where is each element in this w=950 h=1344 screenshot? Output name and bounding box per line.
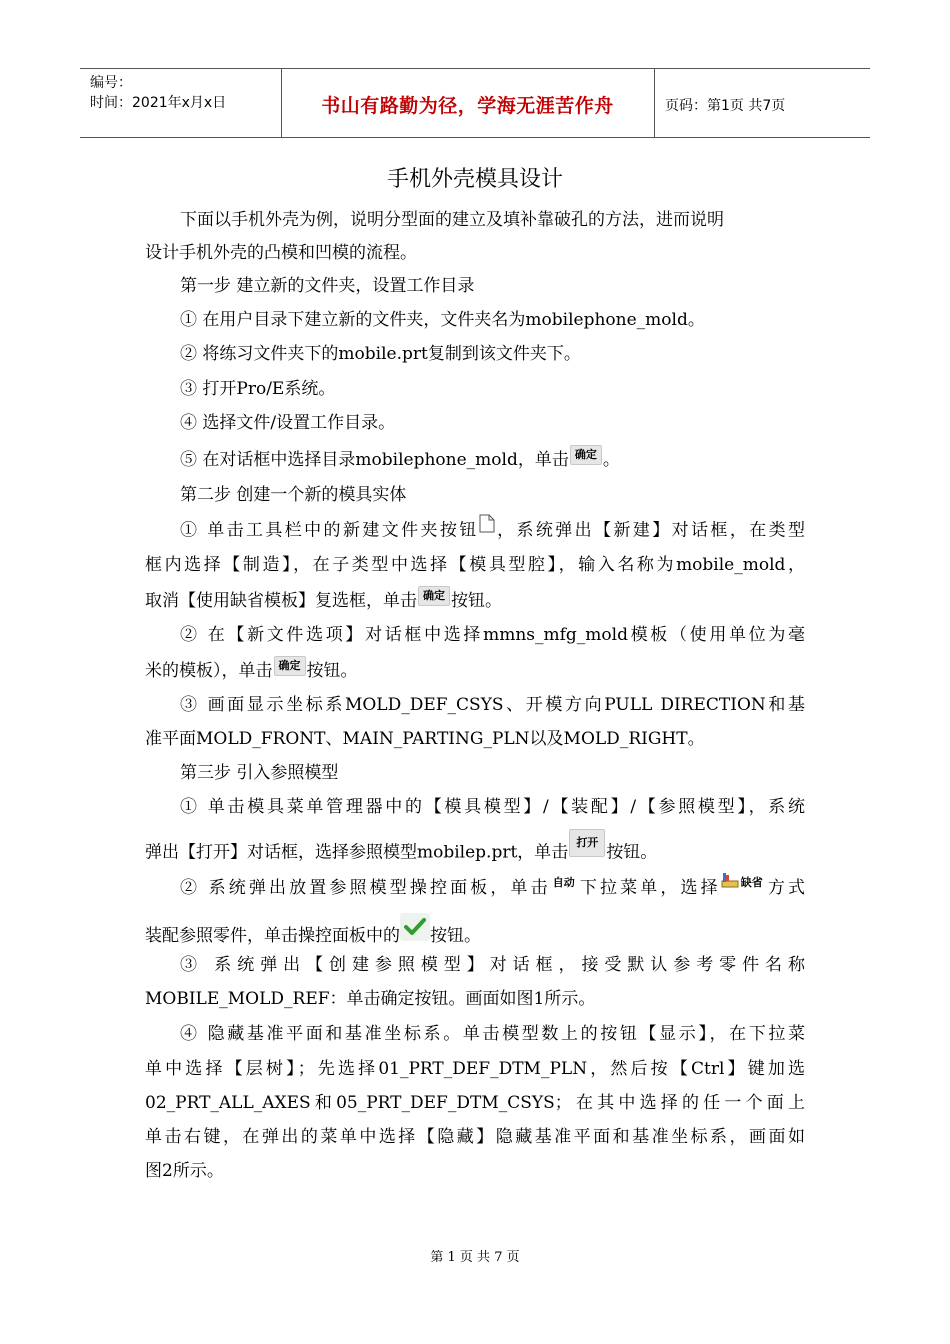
step-heading: 第一步 建立新的文件夹，设置工作目录: [180, 276, 475, 296]
paragraph-line: [145, 919, 481, 954]
paragraph-line: ④ 选择文件/设置工作目录。: [180, 413, 396, 433]
header-divider: [654, 69, 655, 137]
paragraph-line: ④ 隐藏基准平面和基准坐标系。单击模型数上的按钮【显示】，在下拉菜: [180, 1024, 805, 1044]
text-span: 按钮。: [451, 591, 502, 611]
text-span: 下拉菜单，选择: [576, 878, 721, 898]
paragraph-line: MOBILE_MOLD_REF：单击确定按钮。画面如图1所示。: [145, 989, 596, 1009]
text-span: 装配参照零件，单击操控面板中的: [145, 926, 400, 946]
paragraph-line: [180, 518, 805, 544]
text-span: ⑤ 在对话框中选择目录mobilephone_mold，单击: [180, 450, 569, 470]
header-table: [80, 68, 870, 138]
text-span: 按钮。: [606, 842, 658, 863]
ok-button-image: 确定: [570, 445, 602, 465]
paragraph-line: ③ 画面显示坐标系MOLD_DEF_CSYS、开模方向PULL DIRECTION和基: [180, 695, 805, 715]
paragraph-line: 单中选择【层树】；先选择01_PRT_DEF_DTM_PLN，然后按【Ctrl】键加选: [145, 1059, 805, 1079]
ok-button-image: 确定: [274, 656, 306, 676]
paragraph-line: ② 将练习文件夹下的mobile.prt复制到该文件夹下。: [180, 344, 581, 364]
step-heading: 第三步 引入参照模型: [180, 763, 339, 783]
header-motto: 书山有路勤为径，学海无涯苦作舟: [321, 95, 614, 117]
paragraph-line: ① 在用户目录下建立新的文件夹，文件夹名为mobilephone_mold。: [180, 310, 705, 330]
paragraph-line: [145, 659, 358, 683]
paragraph-line: 准平面MOLD_FRONT、MAIN_PARTING_PLN以及MOLD_RIGHT。: [145, 729, 705, 749]
doc-number-label: 编号：: [90, 75, 132, 91]
paragraph-line: 设计手机外壳的凸模和凹模的流程。: [145, 243, 417, 263]
paragraph-line: ③ 打开Pro/E系统。: [180, 379, 336, 399]
paragraph-line: ③ 系统弹出【创建参照模型】对话框，接受默认参考零件名称: [180, 955, 805, 975]
text-span: 按钮。: [306, 661, 358, 681]
paragraph-line: 02_PRT_ALL_AXES和05_PRT_DEF_DTM_CSYS；在其中选择的任一个面上: [145, 1093, 805, 1113]
new-file-icon: [479, 514, 495, 540]
paragraph-line: [145, 836, 658, 867]
paragraph-line: [180, 876, 805, 901]
auto-dropdown-label: 自动: [552, 875, 575, 889]
text-span: 米的模板），单击: [145, 661, 273, 681]
paragraph-line: 框内选择【制造】，在子类型中选择【模具型腔】，输入名称为mobile_mold，: [145, 555, 805, 575]
doc-date-label: 时间：2021年x月x日: [90, 95, 227, 111]
paragraph-line: ② 在【新文件选项】对话框中选择mmns_mfg_mold模板（使用单位为毫: [180, 625, 805, 645]
header-meta: [90, 73, 226, 113]
paragraph-line: [145, 589, 502, 613]
text-span: ，系统弹出【新建】对话框，在类型: [494, 520, 805, 541]
ok-button-image: 确定: [418, 586, 450, 606]
text-span: ② 系统弹出放置参照模型操控面板，单击: [180, 878, 551, 898]
paragraph-line: 单击右键，在弹出的菜单中选择【隐藏】隐藏基准平面和基准坐标系，画面如: [145, 1127, 805, 1147]
paragraph-line: 下面以手机外壳为例，说明分型面的建立及填补靠破孔的方法，进而说明: [180, 210, 724, 230]
step-heading: 第二步 创建一个新的模具实体: [180, 485, 407, 505]
page-footer: 第 1 页 共 7 页: [430, 1250, 520, 1265]
text-span: 按钮。: [430, 926, 481, 946]
text-span: ① 单击工具栏中的新建文件夹按钮: [180, 520, 479, 541]
default-placement-icon: [721, 871, 739, 895]
text-span: 弹出【打开】对话框，选择参照模型mobilep.prt，单击: [145, 842, 569, 863]
page-title: 手机外壳模具设计: [386, 167, 563, 192]
text-span: 方式: [764, 878, 806, 898]
paragraph-line: 图2所示。: [145, 1161, 224, 1181]
text-span: 。: [602, 450, 620, 470]
checkmark-icon: [400, 913, 430, 948]
header-page-label: 页码：第1页 共7页: [665, 98, 786, 114]
open-button-image: 打开: [569, 829, 605, 857]
paragraph-line: ① 单击模具菜单管理器中的【模具模型】/【装配】/【参照模型】，系统: [180, 797, 805, 817]
default-option-label: 缺省: [740, 875, 763, 889]
paragraph-line: [180, 448, 620, 472]
text-span: 取消【使用缺省模板】复选框，单击: [145, 591, 417, 611]
